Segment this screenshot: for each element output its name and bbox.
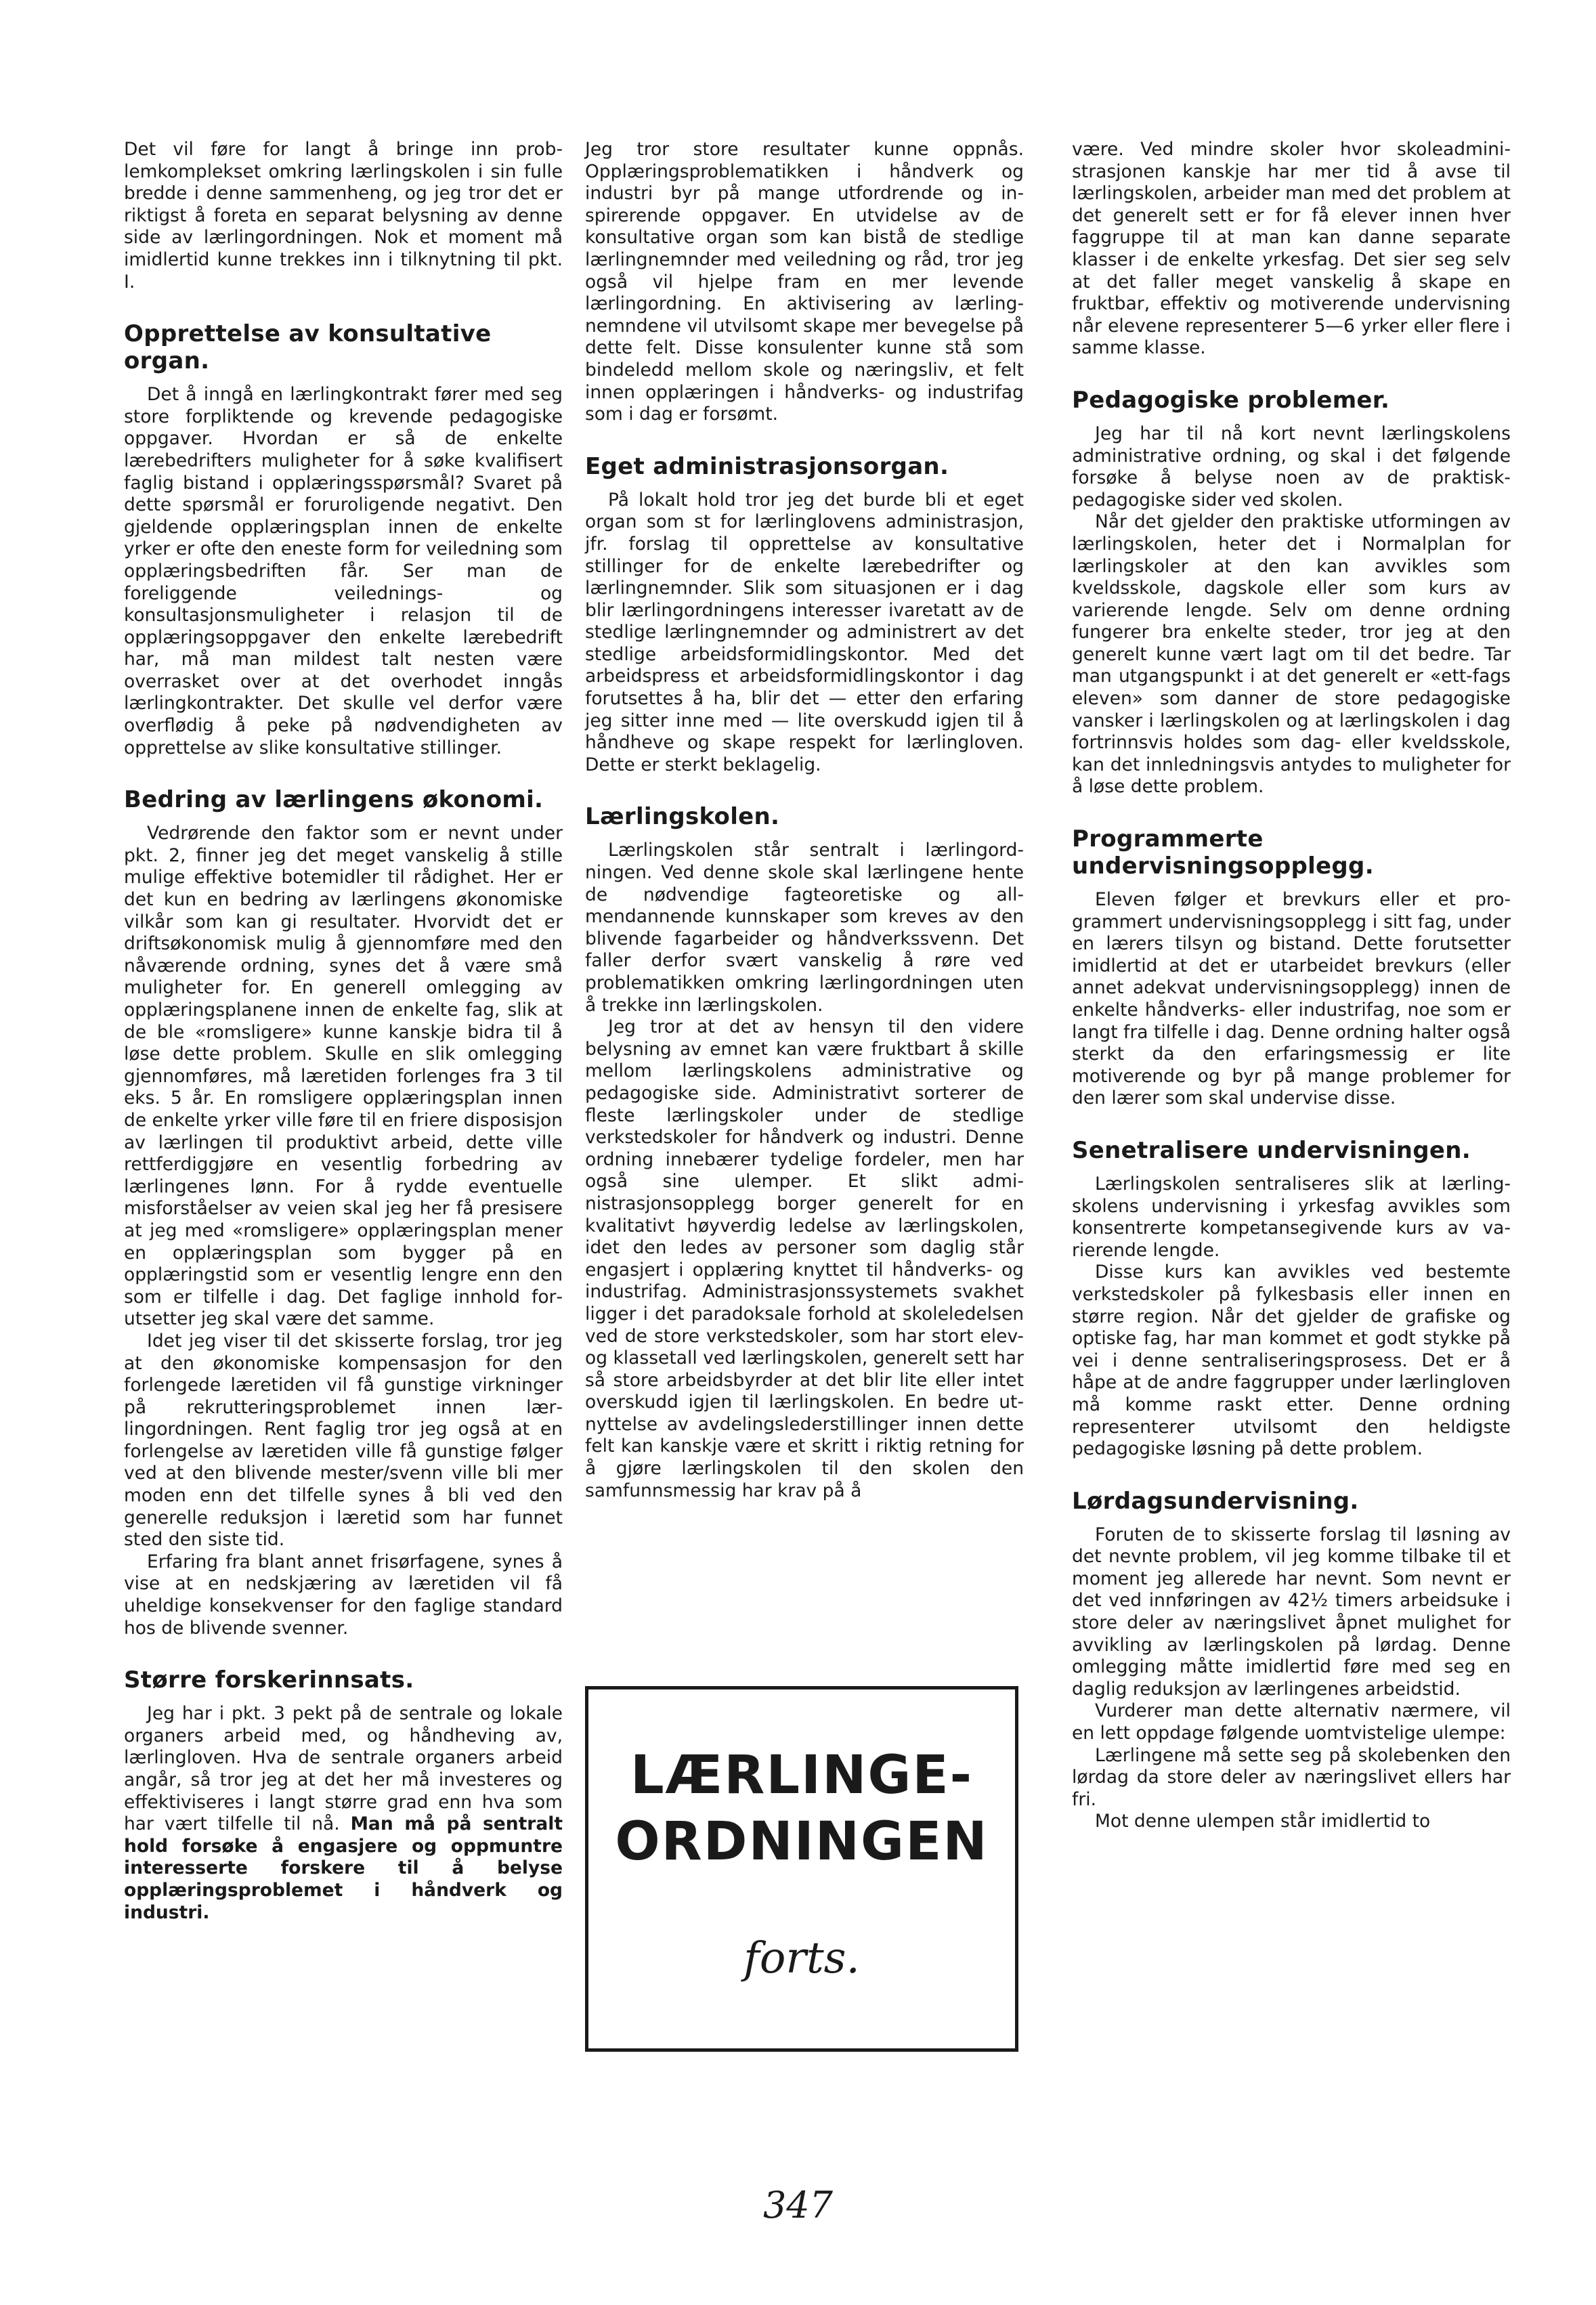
paragraph: Jeg tror store resultater kunne oppnås. Opplæringsproblematikken i håndverk og industri byr på mange utfordrende og inspirerende oppgaver. En utvidelse av de konsultative organ som kan bistå de stedlige lærlingnemnder med veiledning og råd, tror jeg også vil hjelpe fram en mer levende lærlingordning. En aktivisering av lærlingnemndene vil utvilsomt skape mer bevegelse på dette felt. Disse konsulenter kunne stå som bindeledd mellom skole og næringsliv, et felt innen opplæringen i håndverks- og industrifag som i dag er forsømt. bbox=[585, 139, 1024, 425]
paragraph: På lokalt hold tror jeg det burde bli et eget organ som st for lærlinglovens administrasjon, jfr. forslag til opprettelse av konsultative stillinger for de enkelte lærebedrifter og lærlingnemnder. Slik som situasjonen er i dag blir lærlingordningens interesser ivaretatt av de stedlige lærlingnemnder og administrert av det stedlige arbeidsformidlingskontor. Med det arbeidspress et arbeidsformidlingskontor i dag forutsettes å ha, blir det — etter den erfaring jeg sitter inne med — lite overskudd igjen til å håndheve og skape respekt for lærlingloven. Dette er sterkt beklagelig. bbox=[585, 489, 1024, 775]
paragraph-text: Jeg har i pkt. 3 pekt på de sentrale og lokale organers arbeid med, og håndheving av, lærlingloven. Hva de sentrale organers arbeid angår, så tror jeg at det her må investeres og effektiviseres i langt større grad enn hva som har vært tilfelle til nå. bbox=[124, 1703, 563, 1835]
paragraph: være. Ved mindre skoler hvor skoleadministrasjonen kanskje har mer tid å avse til lærlingskolen, arbeider man med det problem at det generelt sett er for få elever innen hver faggruppe til at man kan danne separate klasser i de enkelte yrkesfag. Det sier seg selv at det faller meget vanskelig å skape en fruktbar, effektiv og motiverende undervisning når elevene representerer 5—6 yrker eller flere i samme klasse. bbox=[1072, 139, 1511, 359]
article-column-2 bbox=[585, 139, 1024, 1502]
article-column-3 bbox=[1072, 139, 1511, 1833]
section-heading: Større forskerinnsats. bbox=[124, 1666, 414, 1694]
paragraph: Jeg tror at det av hensyn til den videre belysning av emnet kan være fruktbart å skille mellom lærlingskolens administrative og pedagogiske side. Administrativt sorterer de fleste lærlingskoler under de stedlige verkstedskoler for håndverk og industri. Denne ordning innebærer tydelige fordeler, men har også sine ulemper. Et slikt administrasjonsopplegg borger generelt for en kvalitativt høyverdig ledelse av lærlingskolen, idet den ledes av personer som daglig står engasjert i opplæring knyttet til håndverks- og industrifag. Administrasjonssystemets svakhet ligger i det paradoksale forhold at skoleledelsen ved de store verkstedskoler, som har stort elev- og klassetall ved lærlingskolen, generelt sett har så store arbeidsbyrder at det blir lite eller intet overskudd igjen til lærlingskolen. En bedre utnyttelse av avdelingslederstillinger innen dette felt kan kanskje være et skritt i riktig retning for å gjøre lærlingskolen til den skolen den samfunnsmessig har krav på å bbox=[585, 1016, 1024, 1501]
paragraph: Jeg har til nå kort nevnt lærlingskolens administrative ordning, og skal i det følgende forsøke å belyse noen av de praktisk-pedagogiske sider ved skolen. bbox=[1072, 423, 1511, 511]
paragraph bbox=[124, 1703, 563, 1924]
paragraph: Mot denne ulempen står imidlertid to bbox=[1095, 1811, 1431, 1832]
paragraph: Lærlingskolen sentraliseres slik at lærlingskolens undervisning i yrkesfag avvikles som konsentrerte kompetansegivende kurs av varierende lengde. bbox=[1072, 1173, 1511, 1261]
paragraph: Erfaring fra blant annet frisørfagene, synes å vise at en nedskjæring av læretiden vil få uheldige konsekvenser for den faglige standard hos de blivende svenner. bbox=[124, 1551, 563, 1639]
section-heading: Programmerte undervisningsopplegg. bbox=[1072, 825, 1374, 880]
paragraph: Foruten de to skisserte forslag til løsning av det nevnte problem, vil jeg komme tilbake til et moment jeg allerede har nevnt. Som nevnt er det ved innføringen av 42½ timers arbeidsuke i store deler av næringslivet åpnet mulighet for avvikling av lærlingskolen på lørdag. Denne omlegging måtte imidlertid føre med seg en daglig reduksjon av lærlingenes arbeidstid. bbox=[1072, 1524, 1511, 1700]
section-heading: Senetralisere undervisningen. bbox=[1072, 1136, 1471, 1164]
section-heading: Eget administrasjonsorgan. bbox=[585, 452, 949, 480]
article-title-line-1: LÆRLINGE- bbox=[630, 1745, 974, 1806]
paragraph: Det å inngå en lærlingkontrakt fører med seg store forpliktende og krevende pedagogiske oppgaver. Hvordan er så de enkelte lærebedrifters muligheter for å søke kvalifisert faglig bistand i opplæringsspørsmål? Svaret på dette spørsmål er foruroligende negativt. Den gjeldende opplæringsplan innen de enkelte yrker er ofte den eneste form for veiledning som opplæringsbedriften får. Ser man de foreliggende veilednings- og konsultasjonsmuligheter i relasjon til de opplæringsoppgaver den enkelte lærebedrift har, må man mildest talt nesten være overrasket over at det overhodet inngås lærlingkontrakter. Det skulle vel derfor være overflødig å peke på nødvendigheten av opprettelse av slike konsultative stillinger. bbox=[124, 384, 563, 758]
paragraph: Vurderer man dette alternativ nærmere, vil en lett oppdage følgende uomtvistelige ulempe: bbox=[1072, 1700, 1511, 1744]
paragraph: Vedrørende den faktor som er nevnt under pkt. 2, finner jeg det meget vanskelig å stille mulige effektive botemidler til rådighet. Her er det kun en bedring av lærlingens økonomiske vilkår som kan gi resultater. Hvorvidt det er driftsøkonomisk mulig å gjennomføre med den nåværende ordning, synes det å være små muligheter for. En generell omlegging av opplæringsplanene innen de enkelte fag, slik at de ble «romsligere» kunne kanskje bidra til å løse dette problem. Skulle en slik omlegging gjennomføres, må læretiden forlenges fra 3 til eks. 5 år. En romsligere opplæringsplan innen de enkelte yrker ville føre til en friere disposisjon av lærlingen til produktivt arbeid, dette ville rettferdiggjøre en vesentlig forbedring av lærlingenes lønn. For å rydde eventuelle misforståelser av veien skal jeg her få presisere at jeg med «romsligere» opplæringsplan mener en opplæringsplan som bygger på en opplæringstid som er vesentlig lengre enn den som er tilfelle i dag. Det faglige innhold forutsetter jeg skal være det samme. bbox=[124, 823, 563, 1330]
paragraph: Eleven følger et brevkurs eller et programmert undervisningsopplegg i sitt fag, under en lærers tilsyn og bistand. Dette forutsetter imidlertid at det er utarbeidet brevkurs (eller annet adekvat undervisningsopplegg) innen de enkelte håndverks- eller industrifag, noe som er langt fra tilfelle i dag. Denne ordning halter også sterkt da den erfaringsmessig er lite motiverende og byr på mange problemer for den lærer som skal undervise disse. bbox=[1072, 889, 1511, 1109]
article-title-box bbox=[585, 1686, 1018, 2052]
section-heading: Bedring av lærlingens økonomi. bbox=[124, 786, 544, 814]
section-heading: Pedagogiske problemer. bbox=[1072, 386, 1390, 414]
paragraph: Idet jeg viser til det skisserte forslag, tror jeg at den økonomiske kompensasjon for den forlengede læretiden vil få gunstige virkninger på rekrutteringsproblemet innen lærlingordningen. Rent faglig tror jeg også at en forlengelse av læretiden ville få gunstige følger ved at den blivende mester/svenn ville bli mer moden enn det tilfelle synes å bli ved den generelle reduksjon i læretid som har funnet sted den siste tid. bbox=[124, 1330, 563, 1551]
article-title-line-2: ORDNINGEN bbox=[615, 1811, 989, 1872]
emphasized-text: Man må på sentralt hold forsøke å engasjere og oppmuntre interesserte forskere til å belyse opplæringsproblemet i håndverk og industri. bbox=[124, 1813, 563, 1923]
paragraph: Lærlingene må sette seg på skolebenken den lørdag da store deler av næringslivet ellers har fri. bbox=[1072, 1744, 1511, 1810]
continued-label: forts. bbox=[743, 1933, 860, 1983]
section-heading: Opprettelse av konsultative organ. bbox=[124, 320, 492, 375]
page-number: 347 bbox=[762, 2184, 834, 2226]
section-heading: Lørdagsundervisning. bbox=[1072, 1487, 1359, 1515]
section-heading: Lærlingskolen. bbox=[585, 803, 780, 831]
paragraph: Lærlingskolen står sentralt i lærlingordningen. Ved denne skole skal lærlingene hente de nødvendige fagteoretiske og allmendannende kunnskaper som kreves av den blivende fagarbeider og håndverkssvenn. Det faller derfor svært vanskelig å røre ved problematikken omkring lærlingordningen uten å trekke inn lærlingskolen. bbox=[585, 840, 1024, 1016]
paragraph: Det vil føre for langt å bringe inn problemkomplekset omkring lærlingskolen i sin fulle bredde i denne sammenheng, og jeg tror det er riktigst å foreta en separat belysning av denne side av lærlingordningen. Nok et moment må imidlertid kunne trekkes inn i tilknytning til pkt. I. bbox=[124, 139, 563, 293]
paragraph: Disse kurs kan avvikles ved bestemte verkstedskoler på fylkesbasis eller innen en større region. Når det gjelder de grafiske og optiske fag, har man kommet et godt stykke på vei i denne sentraliseringsprosess. Det er å håpe at de andre faggrupper under lærlingloven må komme raskt etter. Denne ordning representerer utvilsomt den heldigste pedagogiske løsning på dette problem. bbox=[1072, 1262, 1511, 1460]
paragraph: Når det gjelder den praktiske utformingen av lærlingskolen, heter det i Normalplan for lærlingskoler at den kan avvikles som kveldsskole, dagskole eller som kurs av varierende lengde. Selv om denne ordning fungerer bra enkelte steder, tror jeg at den generelt kunne vært lagt om til det bedre. Tar man utgangspunkt i at det generelt er «ett-fags eleven» som danner de store pedagogiske vansker i lærlingskolen og at lærlingskolen i dag fortrinnsvis holdes som dag- eller kveldsskole, kan det innledningsvis antydes to muligheter for å løse dette problem. bbox=[1072, 511, 1511, 798]
article-column-1 bbox=[124, 139, 563, 1924]
